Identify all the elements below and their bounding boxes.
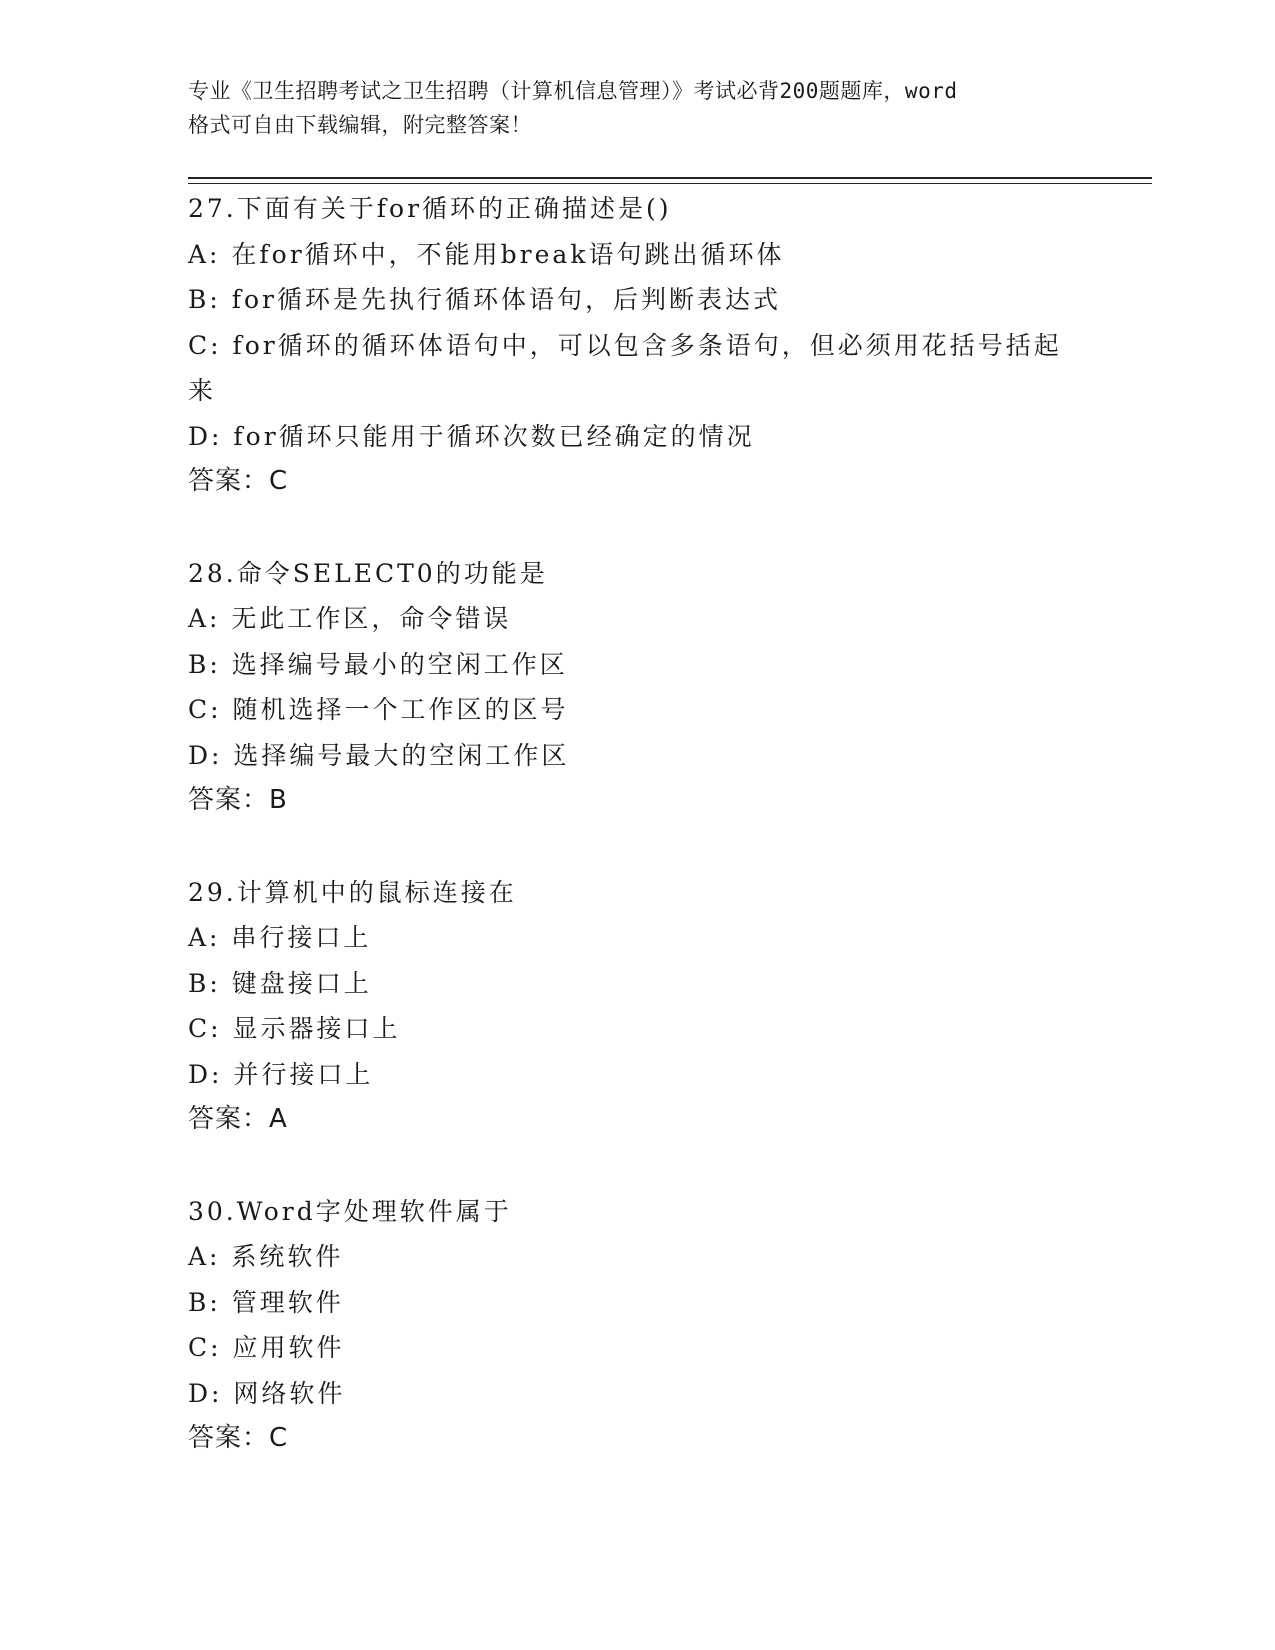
- option-d: D: 网络软件: [188, 1378, 346, 1408]
- question-29: [188, 870, 1088, 1143]
- header-line-1: 专业《卫生招聘考试之卫生招聘（计算机信息管理）》考试必背200题题库，word: [188, 79, 958, 103]
- option-d: D: 选择编号最大的空闲工作区: [188, 740, 570, 770]
- question-stem: 30.Word字处理软件属于: [188, 1196, 512, 1226]
- option-b: B: for循环是先执行循环体语句，后判断表达式: [188, 285, 781, 314]
- question-stem: 27.下面有关于for循环的正确描述是(): [188, 194, 672, 223]
- question-stem: 28.命令SELECT0的功能是: [188, 558, 548, 588]
- option-a: A: 在for循环中，不能用break语句跳出循环体: [188, 239, 785, 269]
- option-b: B: 键盘接口上: [188, 968, 372, 998]
- option-d: D: 并行接口上: [188, 1059, 374, 1089]
- question-list: [188, 186, 1088, 1508]
- option-c: C: 随机选择一个工作区的区号: [188, 695, 569, 724]
- option-c: C: 显示器接口上: [188, 1014, 401, 1043]
- answer-line: 答案：C: [188, 466, 289, 496]
- option-b: B: 选择编号最小的空闲工作区: [188, 649, 568, 679]
- option-a: A: 系统软件: [188, 1242, 344, 1271]
- document-header: [188, 74, 1108, 142]
- header-line-2: 格式可自由下载编辑，附完整答案！: [188, 113, 532, 137]
- option-c: C: for循环的循环体语句中，可以包含多条语句，但必须用花括号括起来: [188, 330, 1062, 405]
- question-27: [188, 186, 1088, 505]
- answer-line: 答案：A: [188, 1104, 288, 1134]
- answer-line: 答案：C: [188, 1423, 289, 1453]
- option-a: A: 无此工作区，命令错误: [188, 604, 512, 633]
- option-c: C: 应用软件: [188, 1333, 345, 1362]
- question-28: [188, 551, 1088, 824]
- question-30: [188, 1189, 1088, 1462]
- header-divider-thin: [188, 183, 1152, 184]
- option-b: B: 管理软件: [188, 1287, 344, 1317]
- question-stem: 29.计算机中的鼠标连接在: [188, 877, 517, 907]
- option-d: D: for循环只能用于循环次数已经确定的情况: [188, 421, 755, 451]
- option-a: A: 串行接口上: [188, 923, 372, 952]
- answer-line: 答案：B: [188, 785, 288, 815]
- header-divider-thick: [188, 177, 1152, 179]
